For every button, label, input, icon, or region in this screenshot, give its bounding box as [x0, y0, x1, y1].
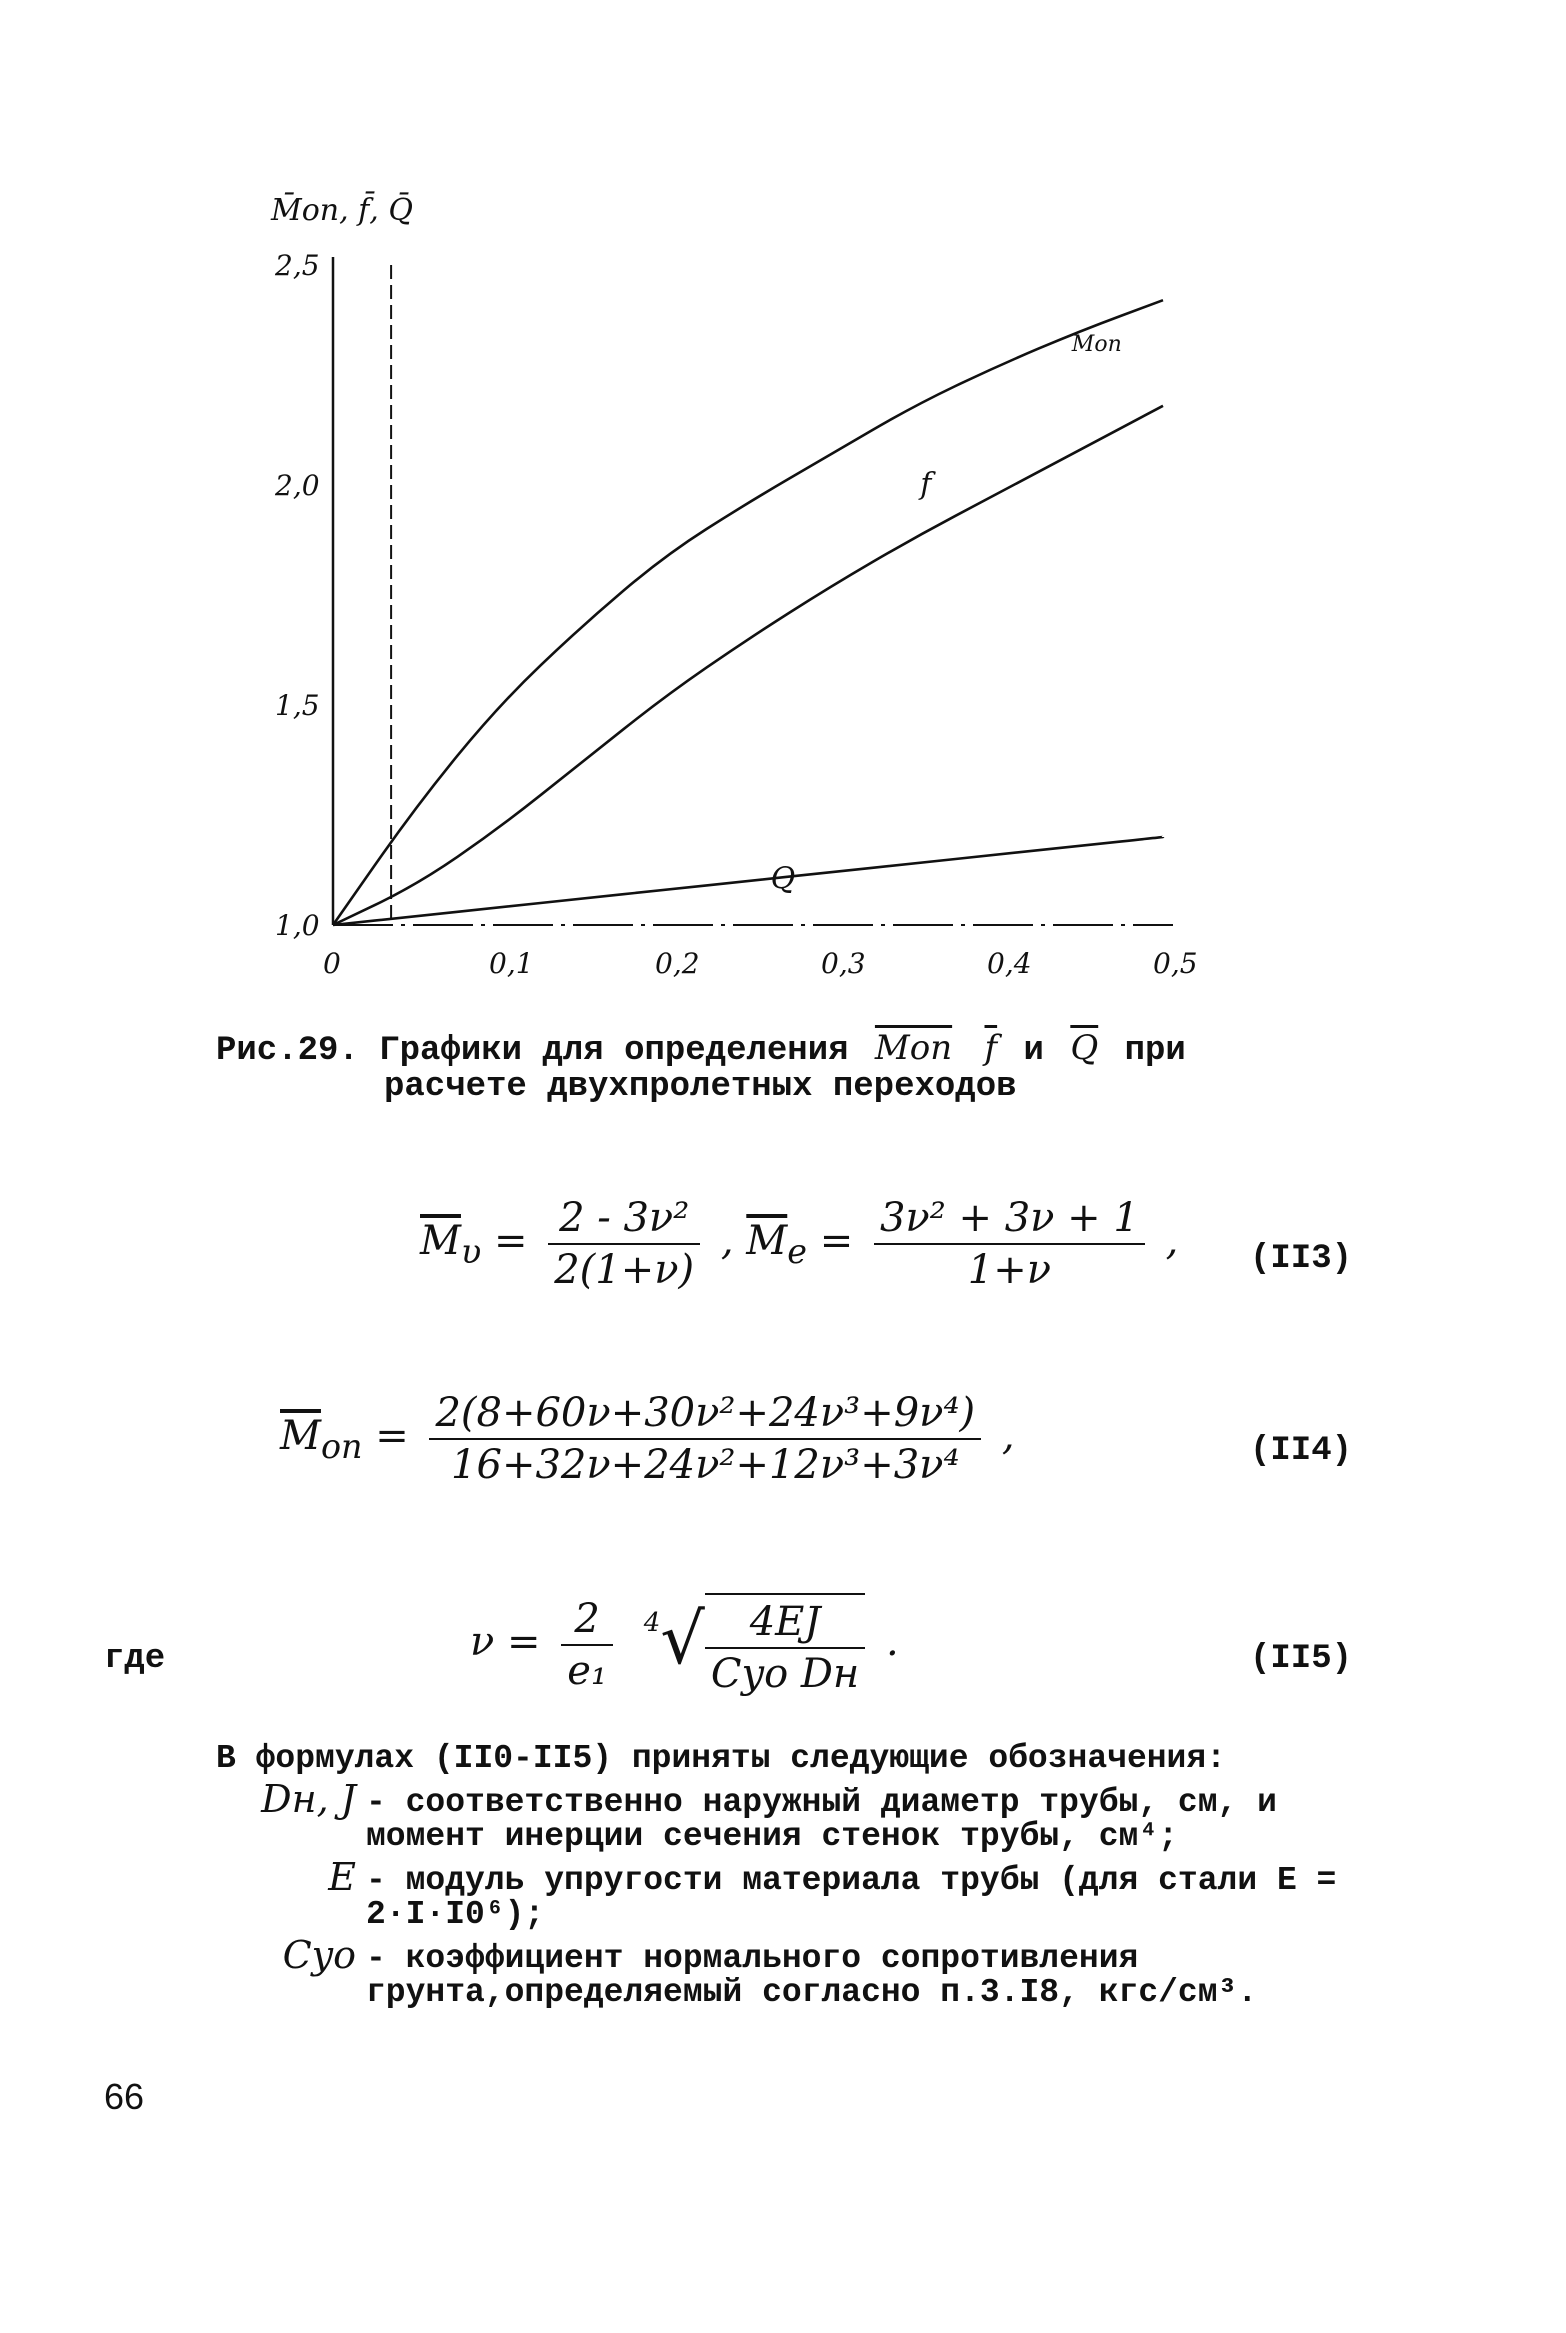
eq115-fraction: [561, 1596, 613, 1694]
where-word: где: [104, 1640, 166, 1678]
definitions-intro: В формулах (II0-II5) приняты следующие обозначения:: [216, 1740, 1226, 1777]
caption-text-b: и: [1023, 1032, 1044, 1070]
chart-x-tick-label: 0,4: [987, 947, 1032, 980]
definition-item: [216, 1855, 1396, 1933]
definition-text: - модуль упругости материала трубы (для стали Е = 2·I·I0⁶);: [366, 1862, 1337, 1933]
chart-series-line-2: [333, 406, 1163, 925]
eq113-den-1: 2(1+ν): [554, 1247, 695, 1293]
definition-symbol: E: [328, 1855, 356, 1899]
eq113-num-2: 3ν² + 3ν + 1: [874, 1195, 1145, 1245]
eq114-comma: ,: [1001, 1413, 1015, 1459]
eq113-trailing-comma: ,: [1165, 1218, 1179, 1264]
caption-symbol-f: $\overline{f}$: [984, 1028, 998, 1068]
chart-axes: [333, 257, 1173, 925]
equation-115: [470, 1590, 899, 1697]
eq113-lhs1-sub: υ: [460, 1232, 482, 1271]
eq113-equals-1: =: [493, 1218, 528, 1264]
eq115-root-index: 4: [643, 1607, 661, 1638]
page-number: 66: [104, 2076, 145, 2117]
chart-y-tick-label: 1,0: [275, 909, 320, 942]
eq114-lhs: $\overline{M}$: [280, 1413, 321, 1459]
eq114-fraction: [429, 1390, 981, 1488]
eq113-fraction-2: [874, 1195, 1145, 1293]
eq115-radicand: [705, 1593, 865, 1697]
eq114-equals: =: [375, 1413, 409, 1459]
definition-symbol: Cyo: [282, 1933, 356, 1977]
chart-series-layer: [333, 300, 1163, 925]
chart-y-axis-label: M̄оп, f̄, Q̄: [271, 193, 413, 228]
eq113-comma: ,: [720, 1218, 734, 1264]
equation-114-number: (II4): [1250, 1432, 1353, 1470]
caption-symbol-m: Mоп: [874, 1028, 953, 1068]
definition-item: [216, 1777, 1396, 1855]
eq115-num: 2: [561, 1596, 613, 1646]
caption-text-a: Рис.29. Графики для определения: [216, 1032, 849, 1070]
eq113-fraction-1: [548, 1195, 700, 1293]
eq113-equals-2: =: [819, 1218, 854, 1264]
caption-text-c: при: [1124, 1032, 1186, 1070]
caption-line-1: [216, 1030, 1336, 1069]
caption-line-2: расчете двухпролетных переходов: [384, 1068, 1017, 1106]
eq113-den-2: 1+ν: [967, 1247, 1052, 1293]
equation-115-number: (II5): [1250, 1640, 1353, 1678]
chart-x-tick-label: 0: [323, 947, 341, 980]
equation-114: [280, 1390, 1015, 1488]
notation-definitions: [216, 1742, 1396, 2010]
chart-series-label: Моп: [1071, 332, 1122, 357]
radical-icon: √: [660, 1598, 705, 1680]
eq114-den: 16+32ν+24ν²+12ν³+3ν⁴: [451, 1442, 960, 1488]
chart-x-tick-label: 0,5: [1153, 947, 1198, 980]
chart-series-label: f: [920, 466, 932, 502]
eq115-period: .: [886, 1619, 899, 1665]
eq113-lhs1: $\overline{M}$: [420, 1218, 461, 1264]
chart-series-line-3: [333, 837, 1163, 925]
definition-text: - соответственно наружный диаметр трубы, см, и момент инерции сечения стенок трубы, см⁴;: [366, 1784, 1277, 1855]
equation-113: [420, 1195, 1178, 1293]
eq113-lhs2: $\overline{M}$: [746, 1218, 788, 1264]
eq115-den: e₁: [567, 1648, 607, 1694]
chart-series-label: Q: [770, 861, 796, 897]
chart-x-tick-label: 0,1: [489, 947, 534, 980]
chart-y-tick-label: 2,5: [275, 249, 320, 282]
definition-text: - коэффициент нормального сопротивления грунта,определяемый согласно п.3.I8, кгс/см³.: [366, 1940, 1258, 2011]
eq113-num-1: 2 - 3ν²: [548, 1195, 700, 1245]
chart-x-tick-label: 0,2: [655, 947, 700, 980]
definition-item: [216, 1933, 1396, 2011]
definition-symbol: Dн, J: [261, 1777, 356, 1821]
equation-113-number: (II3): [1250, 1240, 1353, 1278]
eq115-rad-num: 4EJ: [705, 1599, 865, 1649]
chart-ticks: [274, 249, 1198, 980]
eq113-lhs2-sub: e: [787, 1232, 807, 1271]
caption-symbol-q: $\overline{Q}$: [1070, 1028, 1099, 1068]
chart-graph: [0, 0, 1566, 1000]
figure-caption: [216, 1030, 1336, 1105]
chart-y-tick-label: 2,0: [275, 469, 320, 502]
chart-series-line-1: [333, 300, 1163, 925]
chart-x-tick-label: 0,3: [821, 947, 866, 980]
eq114-lhs-sub: оп: [320, 1427, 363, 1466]
eq114-num: 2(8+60ν+30ν²+24ν³+9ν⁴): [429, 1390, 981, 1440]
eq115-rad-den: Cyo Dн: [710, 1651, 860, 1697]
eq115-lhs: ν =: [470, 1619, 541, 1665]
chart-y-tick-label: 1,5: [275, 689, 320, 722]
